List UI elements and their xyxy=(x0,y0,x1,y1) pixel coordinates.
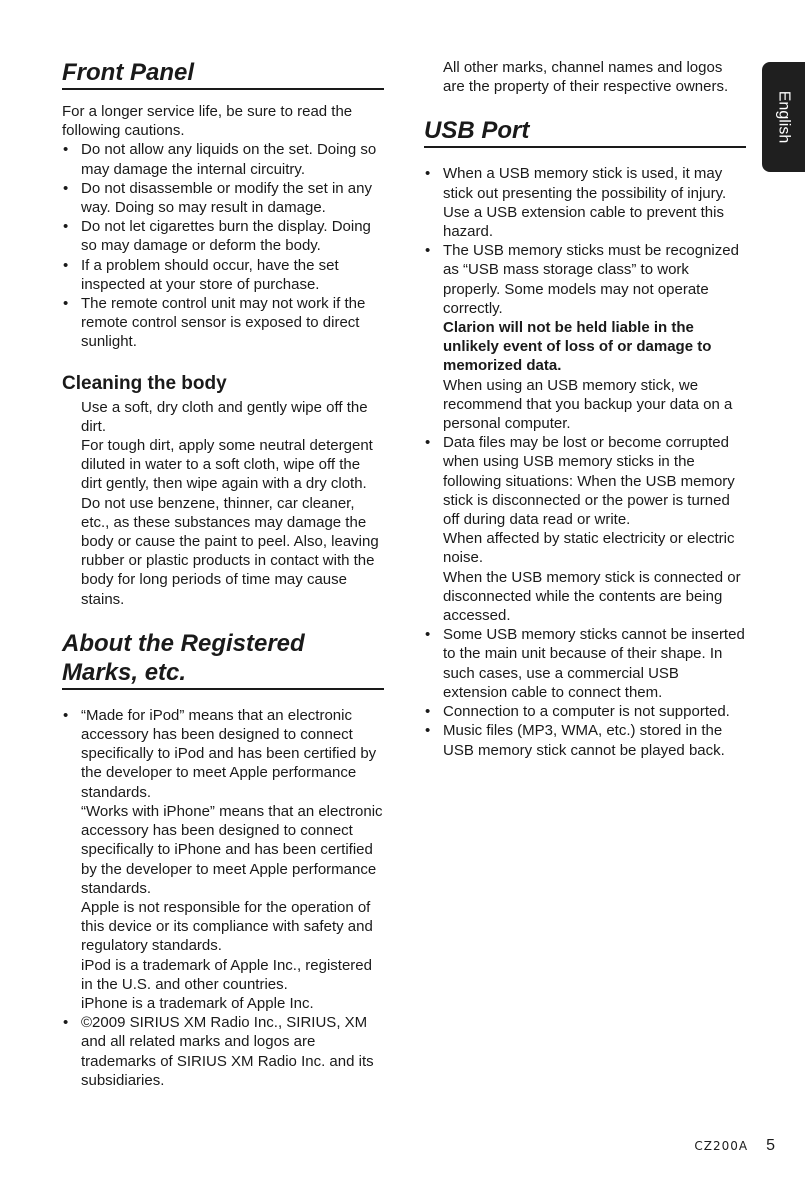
marks-paragraph: • “Made for iPod” means that an electronic accessory has been designed to connect specifically to iPod and has been certified by the developer to meet Apple performance standards. xyxy=(81,706,377,801)
usb-liability-notice: Clarion will not be held liable in the unlikely event of loss of or damage to memorized data. xyxy=(443,319,712,375)
list-item: • Do not let cigarettes burn the display. Doing so may damage or deform the body. xyxy=(62,217,384,255)
marks-continuation: All other marks, channel names and logos are the property of their respective owners. xyxy=(443,59,729,96)
marks-paragraph: “Works with iPhone” means that an electronic accessory has been designed to connect specifically to iPhone and has been certified by the developer to meet Apple performance standards. xyxy=(81,802,383,897)
list-item: • Do not disassemble or modify the set in any way. Doing so may result in damage. xyxy=(62,179,384,217)
usb-port-heading: USB Port xyxy=(424,116,746,148)
language-tab xyxy=(762,62,805,172)
front-panel-heading: Front Panel xyxy=(62,58,384,90)
front-panel-cautions xyxy=(62,140,384,351)
usb-paragraph: When affected by static electricity or electric noise. xyxy=(443,530,735,567)
page-footer xyxy=(694,1136,775,1156)
right-column xyxy=(424,58,746,760)
language-tab-label: English xyxy=(775,90,793,144)
list-item: • Connection to a computer is not supported. xyxy=(424,702,746,721)
usb-paragraph: When the USB memory stick is connected or disconnected while the contents are being accessed. xyxy=(443,568,741,625)
page-number: 5 xyxy=(766,1137,775,1154)
cleaning-body xyxy=(62,398,384,609)
list-item xyxy=(424,241,746,433)
list-item: • Music files (MP3, WMA, etc.) stored in the USB memory stick cannot be played back. xyxy=(424,721,746,759)
cleaning-paragraph: Use a soft, dry cloth and gently wipe off the dirt. xyxy=(81,398,368,435)
list-item xyxy=(424,433,746,625)
registered-marks-heading: About the Registered Marks, etc. xyxy=(62,629,384,690)
list-item: • When a USB memory stick is used, it may stick out presenting the possibility of injury. Use a USB extension cable to prevent this hazard. xyxy=(424,164,746,241)
left-column xyxy=(62,58,384,1090)
cleaning-paragraph: For tough dirt, apply some neutral detergent diluted in water to a soft cloth, wipe off the dirt gently, then wipe again with a dry cloth. xyxy=(81,437,373,493)
marks-paragraph: iPod is a trademark of Apple Inc., registered in the U.S. and other countries. xyxy=(81,956,372,993)
cleaning-paragraph: Do not use benzene, thinner, car cleaner, etc., as these substances may damage the body or cause the paint to peel. Also, leaving rubber or plastic products in contact with the body for long periods of time may cause stains. xyxy=(81,494,379,608)
list-item: • ©2009 SIRIUS XM Radio Inc., SIRIUS, XM and all related marks and logos are trademarks of SIRIUS XM Radio Inc. and its subsidiaries. xyxy=(62,1013,384,1090)
usb-port-list xyxy=(424,164,746,759)
list-item: • Do not allow any liquids on the set. Doing so may damage the internal circuitry. xyxy=(62,140,384,178)
list-item xyxy=(62,706,384,1013)
list-item: • Some USB memory sticks cannot be inserted to the main unit because of their shape. In such cases, use a commercial USB extension cable to connect them. xyxy=(424,625,746,702)
usb-paragraph: • The USB memory sticks must be recognized as “USB mass storage class” to work properly. Some models may not operate correctly. xyxy=(443,242,739,317)
list-item: • If a problem should occur, have the set inspected at your store of purchase. xyxy=(62,256,384,294)
list-item: • The remote control unit may not work if the remote control sensor is exposed to direct sunlight. xyxy=(62,294,384,352)
marks-paragraph: iPhone is a trademark of Apple Inc. xyxy=(81,994,314,1012)
front-panel-intro: For a longer service life, be sure to read the following cautions. xyxy=(62,103,353,140)
marks-paragraph: Apple is not responsible for the operation of this device or its compliance with safety and regulatory standards. xyxy=(81,898,373,955)
usb-paragraph: When using an USB memory stick, we recommend that you backup your data on a personal computer. xyxy=(443,376,733,433)
model-number: CZ200A xyxy=(694,1139,749,1153)
usb-paragraph: • Data files may be lost or become corrupted when using USB memory sticks in the following situations: When the USB memory stick is disconnected or the power is turned off during data read or write. xyxy=(443,434,735,529)
cleaning-heading: Cleaning the body xyxy=(62,372,227,394)
registered-marks-list xyxy=(62,706,384,1090)
